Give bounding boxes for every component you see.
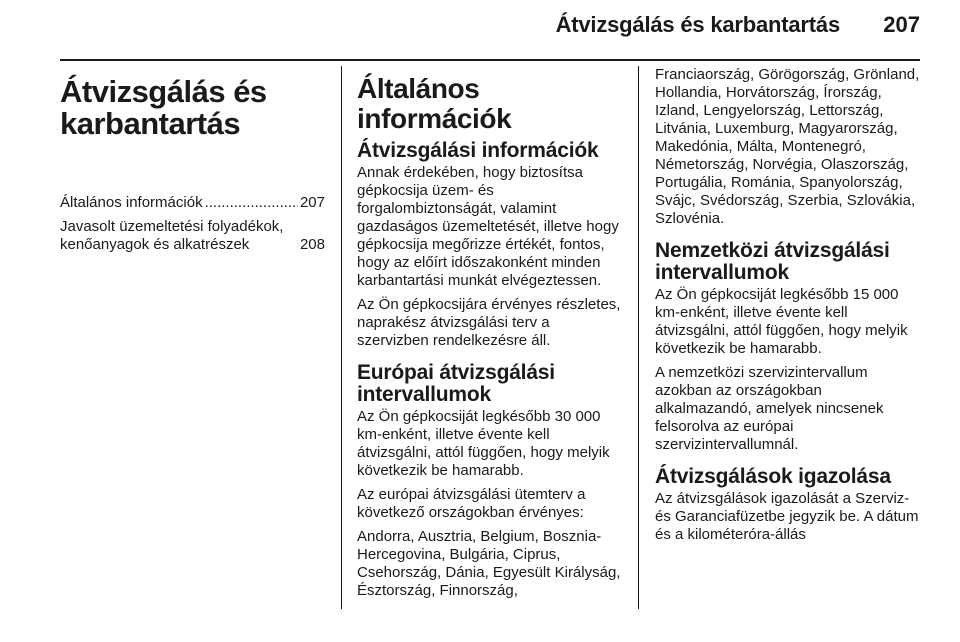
left-column: [60, 66, 325, 260]
toc-leader-dots: [297, 236, 298, 254]
toc-entry-page[interactable]: 207: [299, 194, 325, 211]
paragraph: Annak érdekében, hogy biztosítsa gépkocsija üzem- és forgalombiztonságát, valamint gazdaságos üzemeltetését, illetve hogy gépkocsija megőrizze értékét, fontos, hogy az előírt időszakonként minden karbantartási munkát elvégeztessen.: [357, 164, 619, 289]
toc-entry-page[interactable]: 208: [299, 236, 325, 253]
table-of-contents: [60, 194, 325, 254]
section-title: Általános információk: [357, 73, 512, 134]
middle-column: [357, 66, 622, 606]
toc-entry-text[interactable]: Általános információk: [60, 194, 203, 211]
paragraph: Az Ön gépkocsijára érvényes részletes, naprakész átvizsgálási terv a szervizben rendelkezésre áll.: [357, 296, 621, 349]
page-number: 207: [883, 12, 920, 37]
paragraph: Az Ön gépkocsiját legkésőbb 15 000 km-enként, illetve évente kell átvizsgálni, attól függően, hogy melyik következik be hamarabb.: [655, 286, 908, 357]
paragraph: Franciaország, Görögország, Grönland, Hollandia, Horvátország, Írország, Izland, Lengyelország, Lettország, Litvánia, Luxemburg, Magyarország, Makedónia, Málta, Montenegró, Németország, Norvégia, Olaszország, Portugália, Románia, Spanyolország, Svájc, Svédország, Szerbia, Szlovákia, Szlovénia.: [655, 66, 920, 227]
subsection-title: Európai átvizsgálási intervallumok: [357, 361, 555, 406]
paragraph: Az átvizsgálások igazolását a Szerviz- és Garanciafüzetbe jegyzik be. A dátum és a kilométeróra-állás: [655, 490, 919, 543]
toc-leader-dots: [205, 194, 298, 212]
chapter-title: Átvizsgálás és karbantartás: [60, 74, 267, 141]
right-column: [655, 66, 920, 550]
toc-entry[interactable]: [60, 218, 325, 254]
toc-entry[interactable]: [60, 194, 325, 212]
column-divider-right: [638, 66, 639, 609]
column-divider-left: [341, 66, 342, 609]
running-header-title: Átvizsgálás és karbantartás: [555, 12, 840, 37]
paragraph: Az Ön gépkocsiját legkésőbb 30 000 km-enként, illetve évente kell átvizsgálni, attól függően, hogy melyik következik be hamarabb.: [357, 408, 610, 479]
subsection-title: Átvizsgálások igazolása: [655, 465, 891, 488]
subsection-title: Nemzetközi átvizsgálási intervallumok: [655, 239, 890, 284]
paragraph: Andorra, Ausztria, Belgium, Bosznia-Hercegovina, Bulgária, Ciprus, Csehország, Dánia, Egyesült Királyság, Észtország, Finnország,: [357, 528, 621, 599]
page-header: [0, 0, 960, 60]
header-divider: [60, 59, 920, 61]
paragraph: A nemzetközi szervizintervallum azokban az országokban alkalmazandó, amelyek nincsenek felsorolva az európai szervizintervallumnál.: [655, 364, 884, 453]
subsection-title: Átvizsgálási információk: [357, 139, 599, 162]
paragraph: Az európai átvizsgálási ütemterv a következő országokban érvényes:: [357, 486, 586, 521]
toc-entry-text[interactable]: Javasolt üzemeltetési folyadékok, kenőanyagok és alkatrészek: [60, 218, 284, 253]
